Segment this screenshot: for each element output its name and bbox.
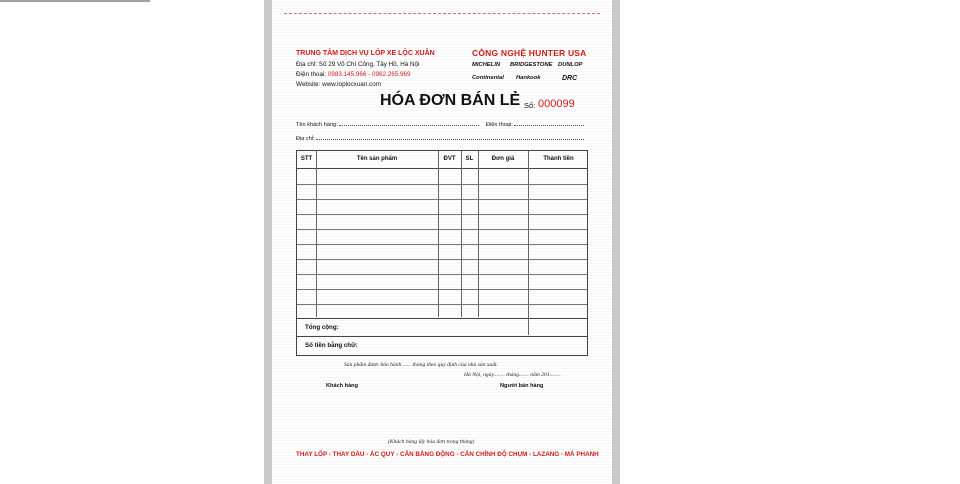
- shop-phone: 0983.145.966 - 0962.265.969: [327, 71, 411, 78]
- customer-name-label: Tên khách hàng:: [296, 122, 338, 128]
- row-divider: [297, 214, 587, 215]
- customer-address-blank: [316, 134, 584, 140]
- customer-name-field: [296, 120, 479, 128]
- row-divider: [297, 184, 587, 185]
- brand-logo-dunlop: DUNLOP: [558, 62, 583, 68]
- brand-logo-drc: DRC: [562, 75, 578, 82]
- row-divider: [297, 199, 587, 200]
- customer-address-label: Địa chỉ:: [296, 136, 315, 142]
- customer-phone-field: [486, 120, 584, 128]
- shop-website: www.loplocxuan.com: [322, 81, 381, 88]
- row-divider: [297, 259, 587, 260]
- row-divider: [297, 289, 587, 290]
- brand-logo-bridgestone: BRIDGESTONE: [510, 62, 553, 68]
- items-table: [296, 150, 588, 356]
- seller-signature-label: Người bán hàng: [500, 383, 544, 389]
- header-unit-price: Đơn giá: [491, 156, 515, 162]
- top-divider-line: [0, 0, 150, 2]
- row-divider: [297, 274, 587, 275]
- row-divider: [297, 304, 587, 305]
- header-quantity: SL: [465, 156, 474, 162]
- col-divider: [528, 151, 529, 335]
- serial-label: Số:: [524, 101, 536, 110]
- technology-title: CÔNG NGHỆ HUNTER USA: [472, 48, 587, 58]
- website-label: Website:: [296, 81, 321, 88]
- perforation-line: [284, 13, 600, 14]
- col-divider: [461, 151, 462, 317]
- header-divider: [297, 168, 587, 169]
- header-unit: ĐVT: [443, 156, 456, 162]
- header-amount: Thành tiền: [543, 156, 574, 162]
- row-divider: [297, 244, 587, 245]
- header-product-name: Tên sản phẩm: [356, 156, 398, 162]
- shop-address: Số 29 Võ Chí Công, Tây Hồ, Hà Nội: [318, 61, 420, 68]
- customer-phone-label: Điện thoại:: [486, 122, 513, 128]
- warranty-note: Sản phẩm được bảo hành ...... tháng theo quy định của nhà sản xuất.: [344, 362, 498, 368]
- brand-logo-michelin: MICHELIN: [472, 62, 501, 68]
- col-divider: [316, 151, 317, 317]
- col-divider: [438, 151, 439, 317]
- header-stt: STT: [300, 156, 313, 162]
- customer-address-field: [296, 134, 584, 142]
- address-label: Địa chỉ:: [296, 61, 317, 68]
- col-divider: [478, 151, 479, 317]
- invoice-title: HÓA ĐƠN BÁN LẺ: [380, 92, 521, 109]
- shop-website-line: [296, 81, 381, 88]
- amount-in-words-label: Số tiền bằng chữ:: [305, 342, 358, 349]
- words-row-divider: [297, 336, 587, 337]
- date-line: Hà Nội, ngày........ tháng....... năm 201........: [464, 372, 561, 378]
- shop-name: TRUNG TÂM DỊCH VỤ LỐP XE LỘC XUÂN: [296, 50, 435, 57]
- customer-phone-blank: [514, 120, 584, 126]
- phone-label: Điện thoại:: [296, 71, 327, 78]
- customer-name-blank: [339, 120, 479, 126]
- serial-number: 000099: [538, 98, 575, 110]
- total-row-divider: [297, 318, 587, 319]
- shop-phone-line: [296, 71, 411, 78]
- total-label: Tổng cộng:: [305, 324, 339, 331]
- invoice-keep-note: (Khách hàng lấy hóa đơn trong tháng): [388, 439, 475, 445]
- brand-logo-hankook: Hankook: [516, 75, 541, 81]
- brand-logo-continental: Continental: [472, 75, 504, 81]
- row-divider: [297, 229, 587, 230]
- shop-address-line: [296, 61, 419, 68]
- services-footer: THAY LỐP - THAY DẦU - ẮC QUY - CÂN BẰNG ĐỘNG - CÂN CHỈNH ĐỘ CHỤM - LAZANG - MÁ PHANH: [296, 451, 599, 458]
- invoice-paper: [272, 0, 612, 484]
- customer-signature-label: Khách hàng: [326, 383, 359, 389]
